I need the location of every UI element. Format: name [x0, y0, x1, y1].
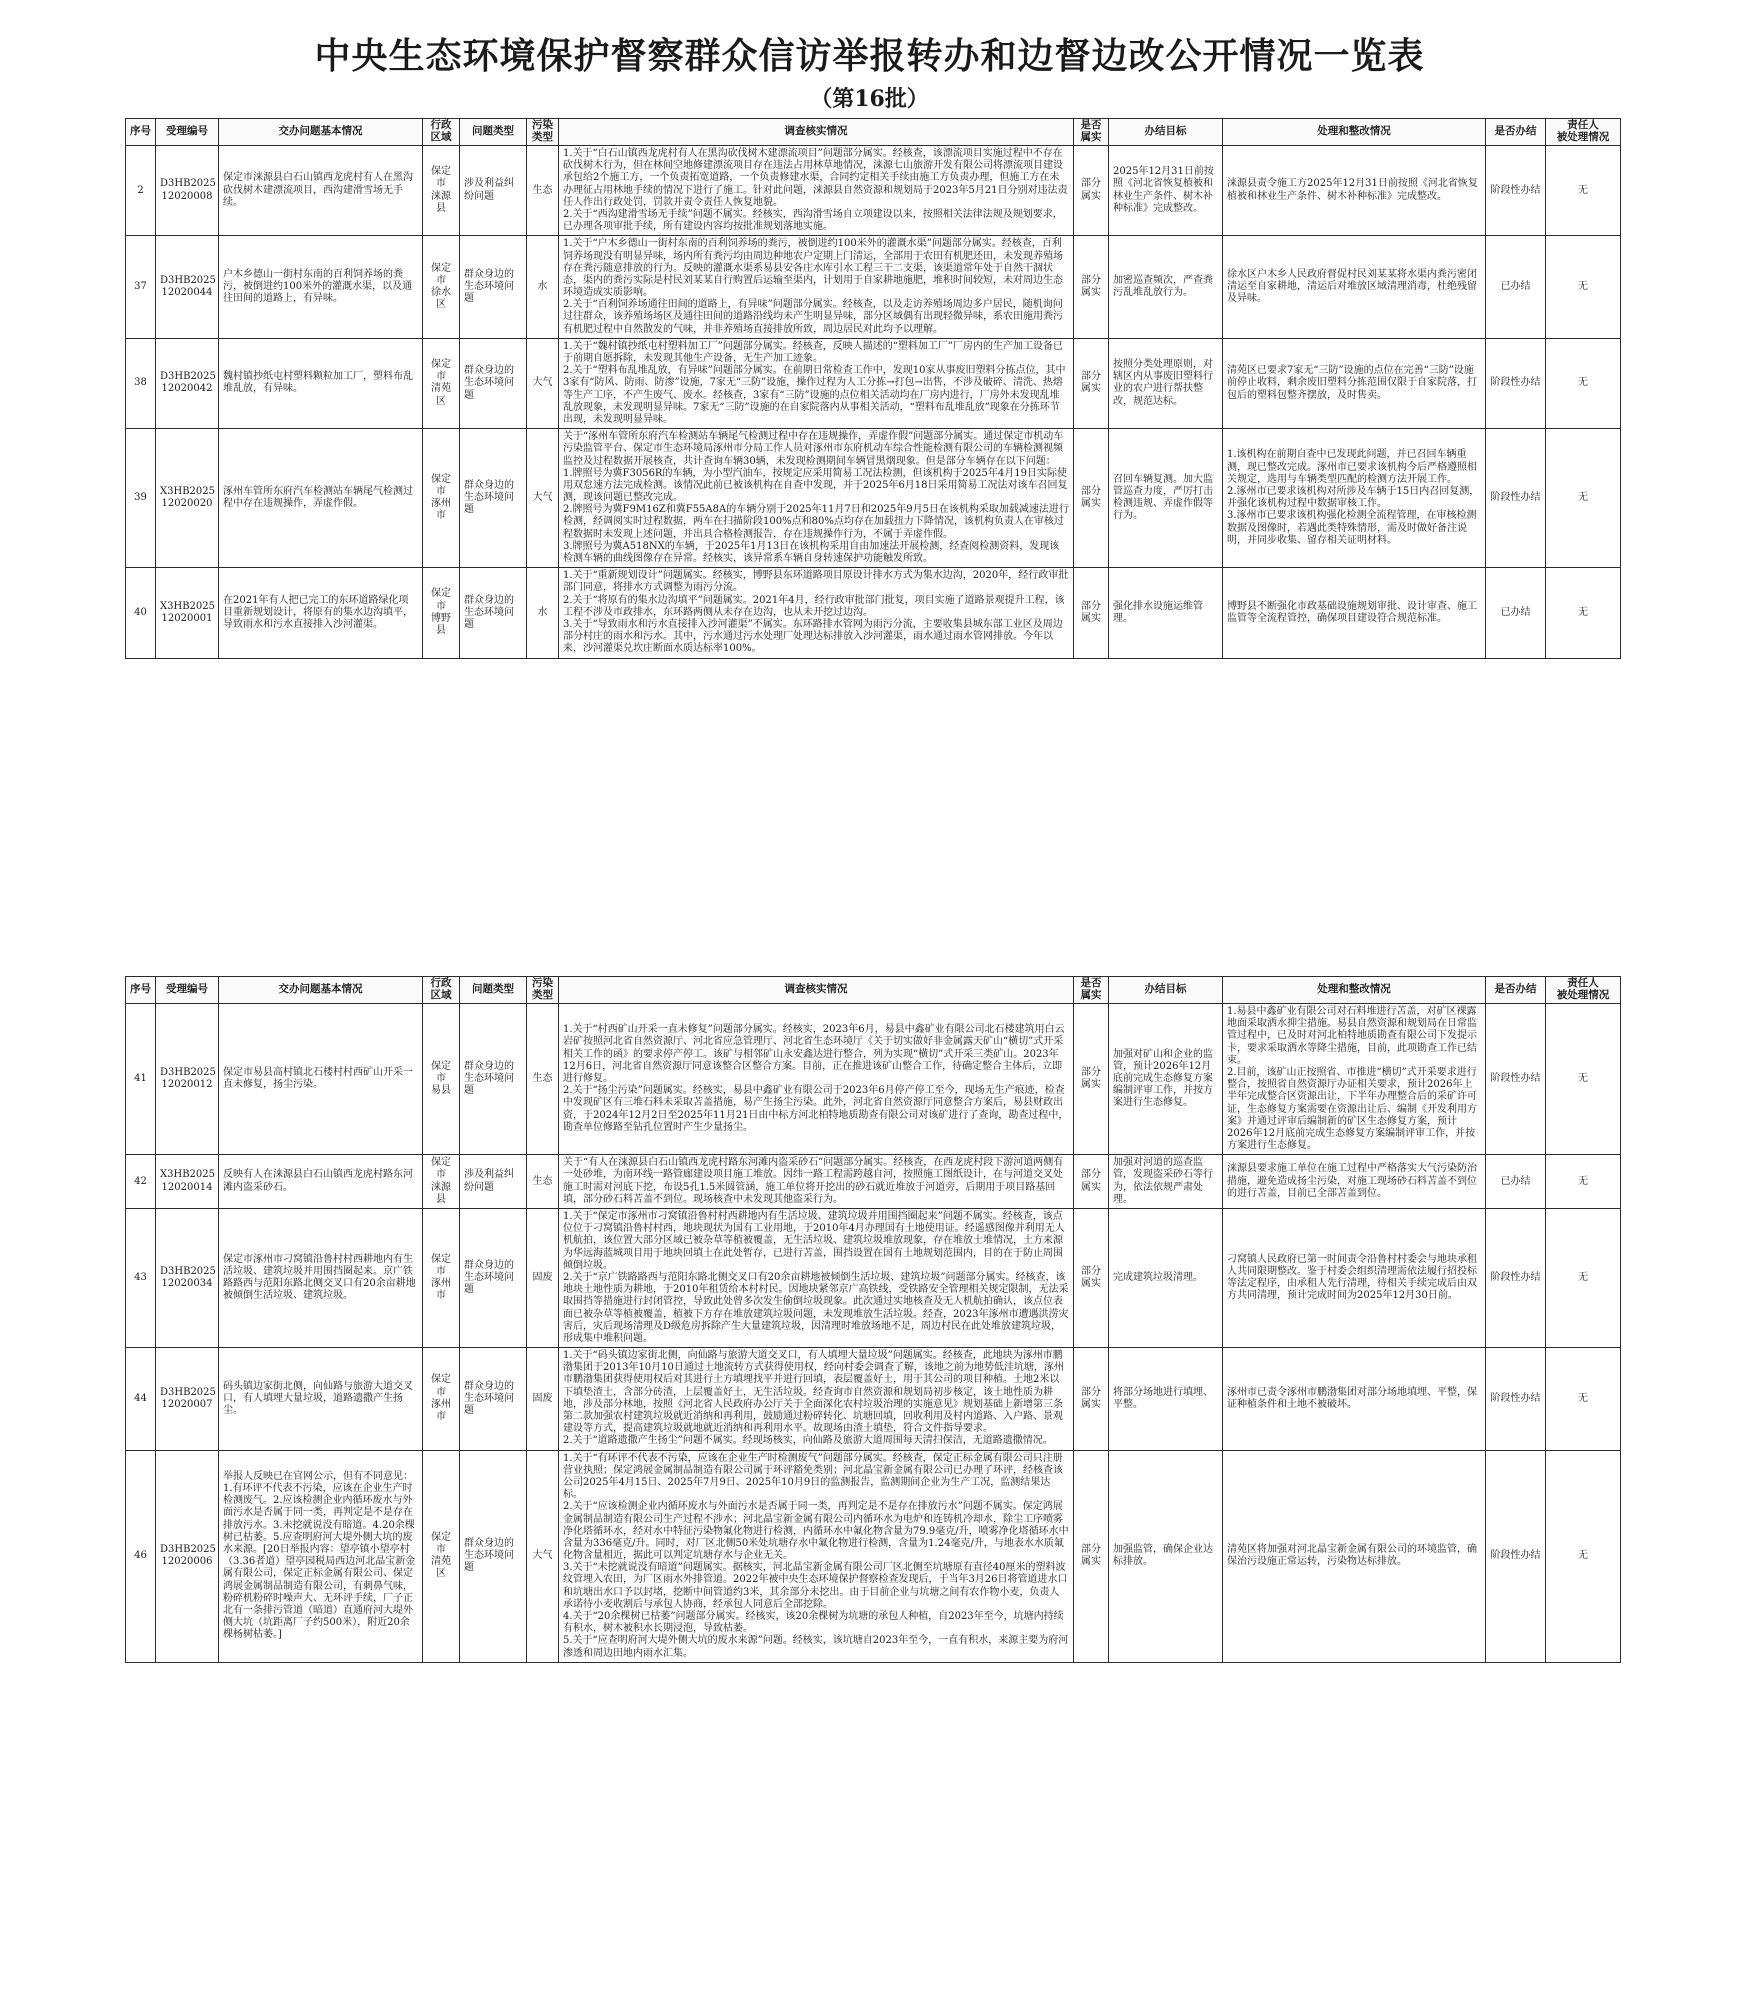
- table-row: [126, 146, 1621, 236]
- issue-type-cell: 群众身边的生态环境问题: [460, 338, 527, 428]
- case-id-cell: D3HB2025 12020008: [156, 146, 219, 236]
- issue-summary-cell: 保定市涞源县白石山镇西龙虎村有人在黑沟砍伐树木建漂流项目，西沟建滑雪场无手续。: [219, 146, 423, 236]
- report-table-1: [125, 118, 1621, 659]
- completion-status-cell: 阶段性办结: [1486, 1348, 1546, 1451]
- verified-status-cell: 部分 属实: [1074, 338, 1109, 428]
- investigation-details-cell: 1.关于“保定市涿州市刁窝镇沿鲁村村西耕地内有生活垃圾、建筑垃圾并用围挡圈起来”问题不属实。经核查，该点位位于刁窝镇沿鲁村村西，地块现状为国有工业用地，于2010年4月办理国有土地使用证。经遥感图像并利用无人机航拍，该位置大部分区域已被杂草等植被覆盖，无生活垃圾、建筑垃圾堆放现象，存在堆放土堆情况，土方来源为华远海蓝城项目用于地块回填土在此处暂存，已进行苫盖，围挡设置在国有土地规划范围内，目的在于防止周围倾倒垃圾。 2.关于“京广铁路路西与范阳东路北侧交叉口有20余亩耕地被倾倒生活垃圾、建筑垃圾”问题部分属实。经核查，该地块土地性质为耕地，于2010年租赁给本村村民。因地块紧邻京广高铁线，受铁路安全管理相关规定限制，无法采取围挡等措施进行封闭管控，导致此处曾多次发生偷倒垃圾现象。此次通过实地核查及无人机航拍确认，该点位表面已被杂草等植被覆盖，植被下方存在堆放建筑垃圾问题，未发现堆放生活垃圾。经查，2023年涿州市遭遇洪涝灾害后，灾后现场清理及D级危房拆除产生大量建筑垃圾，因清理时堆放场地不足，周边村民在此处堆放建筑垃圾，形成集中堆积问题。: [559, 1209, 1074, 1348]
- col-header: 是否办结: [1486, 119, 1546, 146]
- table-header-row: [126, 977, 1621, 1004]
- region-cell: 保定市 涞源县: [423, 1155, 460, 1209]
- investigation-details-cell: 1.关于“码头镇边家街北侧，向仙路与旅游大道交叉口，有人填埋大量垃圾”问题属实。经核查，此地块为涿州市鹏渤集团于2013年10月10日通过土地流转方式获得使用权，经向村委会调查了解，该地之前为地势低洼坑塘，涿州市鹏渤集团获得使用权后对其进行土方填埋找平并进行回填，表层覆盖好土，用于其公司的项目种植。土地2米以下填垫渣土，含部分砖渣，上层覆盖好土，无生活垃圾。经查询市自然资源和规划局初步核定，该土地性质为耕地，涉及部分林地，按照《河北省人民政府办公厅关于全面深化农村垃圾治理的实施意见》规划基础上新增第三条第二款加强农村建筑垃圾就近消纳和再利用，鼓励通过粉碎转化、坑塘回填，回收利用及村内道路、入户路、景观建设等方式，提高建筑垃圾就地就近消纳和再利用水平。故现场由渣土填垫，符合文件指导要求。 2.关于“道路遗撒产生扬尘”问题不属实。经现场核实，向仙路及旅游大道周围每天清扫保洁，无道路遗撒情况。: [559, 1348, 1074, 1451]
- completion-goal-cell: 加强对河道的巡查监管，发现盗采砂石等行为，依法依规严肃处理。: [1109, 1155, 1223, 1209]
- issue-type-cell: 群众身边的生态环境问题: [460, 1209, 527, 1348]
- pollution-type-cell: 生态: [527, 146, 559, 236]
- table-row: [126, 1450, 1621, 1662]
- issue-summary-cell: 涿州车管所东府汽车检测站车辆尾气检测过程中存在违规操作，弄虚作假。: [219, 429, 423, 568]
- rectification-actions-cell: 清苑区已要求7家无“三防”设施的点位在完善“三防”设施前停止收料，剩余废旧塑料分拣范围仅限于自家院落，打包后的塑料包整齐摆放，及时售卖。: [1223, 338, 1486, 428]
- row-number-cell: 37: [126, 236, 156, 339]
- rectification-actions-cell: 徐水区户木乡人民政府督促村民刘某某将水渠内粪污密闭清运至自家耕地，清运后对堆放区域清理消毒，杜绝残留及异味。: [1223, 236, 1486, 339]
- verified-status-cell: 部分 属实: [1074, 568, 1109, 658]
- accountability-cell: 无: [1546, 1004, 1621, 1155]
- table-row: [126, 1348, 1621, 1451]
- row-number-cell: 41: [126, 1004, 156, 1155]
- pollution-type-cell: 生态: [527, 1004, 559, 1155]
- completion-status-cell: 阶段性办结: [1486, 1004, 1546, 1155]
- case-id-cell: D3HB2025 12020044: [156, 236, 219, 339]
- case-id-cell: D3HB2025 12020012: [156, 1004, 219, 1155]
- col-header: 行政 区域: [423, 977, 460, 1004]
- col-header: 处理和整改情况: [1223, 119, 1486, 146]
- col-header: 问题类型: [460, 977, 527, 1004]
- verified-status-cell: 部分 属实: [1074, 146, 1109, 236]
- pollution-type-cell: 固废: [527, 1348, 559, 1451]
- completion-goal-cell: 加密巡查频次，严查粪污乱堆乱放行为。: [1109, 236, 1223, 339]
- issue-summary-cell: 魏村镇抄纸屯村塑料颗粒加工厂，塑料布乱堆乱放，有异味。: [219, 338, 423, 428]
- rectification-actions-cell: 涞源县责令施工方2025年12月31日前按照《河北省恢复植被和林业生产条件、树木补种标准》完成整改。: [1223, 146, 1486, 236]
- completion-goal-cell: 完成建筑垃圾清理。: [1109, 1209, 1223, 1348]
- col-header: 受理编号: [156, 119, 219, 146]
- col-header: 调查核实情况: [559, 119, 1074, 146]
- row-number-cell: 2: [126, 146, 156, 236]
- case-id-cell: X3HB2025 12020001: [156, 568, 219, 658]
- accountability-cell: 无: [1546, 146, 1621, 236]
- case-id-cell: X3HB2025 12020020: [156, 429, 219, 568]
- completion-status-cell: 已办结: [1486, 236, 1546, 339]
- region-cell: 保定市 清苑区: [423, 338, 460, 428]
- pollution-type-cell: 水: [527, 236, 559, 339]
- rectification-actions-cell: 清苑区将加强对河北晶宝新金属有限公司的环境监管，确保治污设施正常运转，污染物达标排放。: [1223, 1450, 1486, 1662]
- report-table-2: [125, 976, 1621, 1663]
- issue-type-cell: 涉及利益纠纷问题: [460, 1155, 527, 1209]
- completion-goal-cell: 加强监管，确保企业达标排放。: [1109, 1450, 1223, 1662]
- pollution-type-cell: 水: [527, 568, 559, 658]
- completion-goal-cell: 将部分场地进行填埋、平整。: [1109, 1348, 1223, 1451]
- completion-status-cell: 阶段性办结: [1486, 146, 1546, 236]
- issue-type-cell: 群众身边的生态环境问题: [460, 429, 527, 568]
- col-header: 受理编号: [156, 977, 219, 1004]
- col-header: 污染 类型: [527, 977, 559, 1004]
- accountability-cell: 无: [1546, 236, 1621, 339]
- col-header: 序号: [126, 977, 156, 1004]
- completion-goal-cell: 加强对矿山和企业的监管，预计2026年12月底前完成生态修复方案编制评审工作，并按方案进行生态修复。: [1109, 1004, 1223, 1155]
- accountability-cell: 无: [1546, 1450, 1621, 1662]
- verified-status-cell: 部分 属实: [1074, 429, 1109, 568]
- row-number-cell: 40: [126, 568, 156, 658]
- completion-goal-cell: 按照分类处理原则，对辖区内从事废旧塑料行业的农户进行帮扶整改，规范达标。: [1109, 338, 1223, 428]
- investigation-details-cell: 1.关于“有环评不代表不污染，应该在企业生产时检测废气”问题部分属实。经核查，保定正标金属有限公司只注册营业执照；保定鸿展金属制品制造有限公司属于环评豁免类别；河北晶宝新金属有限公司已办理了环评，经核查该公司2025年4月15日、2025年7月9日、2025年10月9日的监测报告，监测期间企业为生产工况，监测结果达标。 2.关于“应该检测企业内循环废水与外面污水是否属于同一类，再判定是不是存在排放污水”问题不属实。保定鸿展金属制品制造有限公司生产过程不涉水；河北晶宝新金属有限公司内循环水为电炉和连铸机冷却水，除尘工序喷雾净化塔循环水，经对水中特征污染物氟化物进行检测，内循环水中氟化物含量为79.9毫克/升，喷雾净化塔循环水中含量为336毫克/升。同时，对厂区北侧50米处坑塘存水中氟化物进行检测，含量为1.24毫克/升，与地表水水质氟化物含量相近，据此可以判定坑塘存水与企业无关。 3.关于“未挖就说没有暗道”问题属实。据核实，河北晶宝新金属有限公司厂区北侧至坑塘原有直径40厘米的塑料波纹管埋入农田，为厂区雨水外排管道。2022年被中央生态环境保护督察检查发现后，于当年3月26日将管道进水口和坑塘出水口予以封堵，挖断中间管道约3米，其余部分未挖出。由于目前企业与坑塘之间有农作物小麦，负责人承诺待小麦收割后与承包人协商，经承包人同意后全部挖除。 4.关于“20余棵树已枯萎”问题部分属实。经核实，该20余棵树为坑塘的承包人种植，自2023年至今，坑塘内持续有积水，树木被积水长期浸泡，导致枯萎。 5.关于“应查明府河大堤外侧大坑的废水来源”问题。经核实，该坑塘自2023年至今，一直有积水，来源主要为府河渗透和周边田地内雨水汇集。: [559, 1450, 1074, 1662]
- row-number-cell: 39: [126, 429, 156, 568]
- accountability-cell: 无: [1546, 568, 1621, 658]
- completion-goal-cell: 强化排水设施运维管理。: [1109, 568, 1223, 658]
- row-number-cell: 38: [126, 338, 156, 428]
- region-cell: 保定市 涿州市: [423, 429, 460, 568]
- table-row: [126, 236, 1621, 339]
- completion-status-cell: 阶段性办结: [1486, 1450, 1546, 1662]
- issue-type-cell: 涉及利益纠纷问题: [460, 146, 527, 236]
- issue-type-cell: 群众身边的生态环境问题: [460, 236, 527, 339]
- case-id-cell: D3HB2025 12020006: [156, 1450, 219, 1662]
- verified-status-cell: 部分 属实: [1074, 1155, 1109, 1209]
- issue-summary-cell: 户木乡德山一街村东南的百利饲养场的粪污，被倒进约100米外的灌溉水渠，以及通往田间的道路上，有异味。: [219, 236, 423, 339]
- rectification-actions-cell: 1.该机构在前期自查中已发现此问题，并已召回车辆重测，现已整改完成。涿州市已要求该机构今后严格遵照相关规定，选用与车辆类型匹配的检测方法开展工作。 2.涿州市已要求该机构对所涉及车辆于15日内召回复测，并强化该机构过程中数据审核工作。 3.涿州市已要求该机构强化检测全流程管理，在审核检测数据及图像时，若遇此类特殊情形，需及时做好备注说明，并同步收集、留存相关证明材料。: [1223, 429, 1486, 568]
- pollution-type-cell: 大气: [527, 1450, 559, 1662]
- completion-status-cell: 已办结: [1486, 568, 1546, 658]
- col-header: 交办问题基本情况: [219, 977, 423, 1004]
- region-cell: 保定市 易县: [423, 1004, 460, 1155]
- pollution-type-cell: 生态: [527, 1155, 559, 1209]
- issue-summary-cell: 反映有人在涞源县白石山镇西龙虎村路东河滩内盗采砂石。: [219, 1155, 423, 1209]
- page-title: 中央生态环境保护督察群众信访举报转办和边督边改公开情况一览表: [314, 35, 1425, 77]
- accountability-cell: 无: [1546, 1209, 1621, 1348]
- issue-type-cell: 群众身边的生态环境问题: [460, 568, 527, 658]
- region-cell: 保定市 博野县: [423, 568, 460, 658]
- accountability-cell: 无: [1546, 338, 1621, 428]
- row-number-cell: 44: [126, 1348, 156, 1451]
- case-id-cell: D3HB2025 12020007: [156, 1348, 219, 1451]
- rectification-actions-cell: 涿州市已责令涿州市鹏渤集团对部分场地填埋、平整，保证种植条件和土地不被破坏。: [1223, 1348, 1486, 1451]
- issue-summary-cell: 保定市易县高村镇北石楼村村西矿山开采一直未修复，扬尘污染。: [219, 1004, 423, 1155]
- completion-status-cell: 阶段性办结: [1486, 429, 1546, 568]
- table-row: [126, 1155, 1621, 1209]
- investigation-details-cell: 1.关于“白石山镇西龙虎村有人在黑沟砍伐树木建漂流项目”问题部分属实。经核查，该漂流项目实施过程中不存在砍伐树木行为，但在林间空地修建漂流项目存在违法占用林草地情况，涞源七山旅游开发有限公司将漂流项目建设承包给2个施工方，一个负责拓宽道路，一个负责修建水渠，合同约定相关手续由施工方负责办理，但施工方在未办理征占用林地手续的情况下进行了施工。针对此问题，涞源县自然资源和规划局于2023年5月21日分别对违法责任人作出行政处罚，罚款并责令责任人恢复地貌。 2.关于“西沟建滑雪场无手续”问题不属实。经核实，西沟滑雪场自立项建设以来，按照相关法律法规及规划要求，已办理各项审批手续，所有建设内容均按批准规划落地实施。: [559, 146, 1074, 236]
- investigation-details-cell: 关于“有人在涞源县白石山镇西龙虎村路东河滩内盗采砂石”问题部分属实。经核查，在西龙虎村段下游河道两侧有一处砂堆，为南环线一路管廊建设项目施工堆放。因纬一路工程需跨越自河，按照施工图纸设计，在与河道交叉处施工时需对河底下挖，布设5孔1.5米圆管涵，施工单位将开挖出的砂石就近堆放于河道旁，后期用于项目路基回填，部分砂石料苫盖不到位。现场核查中未发现其他盗采行为。: [559, 1155, 1074, 1209]
- issue-type-cell: 群众身边的生态环境问题: [460, 1004, 527, 1155]
- completion-status-cell: 阶段性办结: [1486, 1209, 1546, 1348]
- accountability-cell: 无: [1546, 1348, 1621, 1451]
- verified-status-cell: 部分 属实: [1074, 1209, 1109, 1348]
- row-number-cell: 43: [126, 1209, 156, 1348]
- case-id-cell: X3HB2025 12020014: [156, 1155, 219, 1209]
- issue-summary-cell: 举报人反映已在官网公示，但有不同意见：1.有环评不代表不污染，应该在企业生产时检测废气。2.应该检测企业内循环废水与外面污水是否属于同一类，再判定是不是存在排放污水。3.未挖就说没有暗道。4.20余棵树已枯萎。5.应查明府河大堤外侧大坑的废水来源。[20日举报内容：望亭镇小望亭村（3.36者道）望亭园税局西边河北晶宝新金属有限公司，保定正标金属有限公司、保定鸿展金属制品制造有限公司，有刺鼻气味，粉碎机粉碎时噪声大、无环评手续，厂子正北有一条排污管道（暗道）直通府河大堤外侧大坑（坑距离厂子约500米），附近20余棵杨树枯萎。]: [219, 1450, 423, 1662]
- table-row: [126, 338, 1621, 428]
- completion-goal-cell: 召回车辆复测。加大监管巡查力度，严厉打击检测违规、弄虚作假等行为。: [1109, 429, 1223, 568]
- region-cell: 保定市 清苑区: [423, 1450, 460, 1662]
- col-header: 处理和整改情况: [1223, 977, 1486, 1004]
- verified-status-cell: 部分 属实: [1074, 1348, 1109, 1451]
- pollution-type-cell: 大气: [527, 429, 559, 568]
- table-row: [126, 568, 1621, 658]
- col-header: 办结目标: [1109, 119, 1223, 146]
- col-header: 是否办结: [1486, 977, 1546, 1004]
- verified-status-cell: 部分 属实: [1074, 1450, 1109, 1662]
- region-cell: 保定市 涿州市: [423, 1209, 460, 1348]
- case-id-cell: D3HB2025 12020042: [156, 338, 219, 428]
- case-id-cell: D3HB2025 12020034: [156, 1209, 219, 1348]
- page-subtitle: （第16批）: [810, 86, 929, 112]
- issue-type-cell: 群众身边的生态环境问题: [460, 1450, 527, 1662]
- table-row: [126, 429, 1621, 568]
- col-header: 交办问题基本情况: [219, 119, 423, 146]
- completion-goal-cell: 2025年12月31日前按照《河北省恢复植被和林业生产条件、树木补种标准》完成整改。: [1109, 146, 1223, 236]
- verified-status-cell: 部分 属实: [1074, 1004, 1109, 1155]
- col-header: 是否 属实: [1074, 119, 1109, 146]
- rectification-actions-cell: 刁窝镇人民政府已第一时间责令沿鲁村村委会与地块承租人共同限期整改。鉴于村委会组织清理需依法履行招投标等法定程序，由承租人先行清理，待相关手续完成后由双方共同清理，预计完成时间为2025年12月30日前。: [1223, 1209, 1486, 1348]
- col-header: 序号: [126, 119, 156, 146]
- col-header: 责任人 被处理情况: [1546, 119, 1621, 146]
- issue-summary-cell: 保定市涿州市刁窝镇沿鲁村村西耕地内有生活垃圾、建筑垃圾并用围挡圈起来。京广铁路路西与范阳东路北侧交叉口有20余亩耕地被倾倒生活垃圾、建筑垃圾。: [219, 1209, 423, 1348]
- investigation-details-cell: 1.关于“重新规划设计”问题属实。经核实，博野县东环道路项目原设计排水方式为集水边沟，2020年，经行政审批部门同意，将排水方式调整为雨污分流。 2.关于“将原有的集水边沟填平”问题属实。2021年4月，经行政审批部门批复，项目实施了道路景观提升工程，该工程不涉及市政排水，东环路两侧从未存在边沟，也从未开挖过边沟。 3.关于“导致雨水和污水直接排入沙河灌渠”不属实。东环路排水管网为雨污分流，主要收集县城东部工业区及周边部分村庄的雨水和污水。其中，污水通过污水处理厂处理达标排放入沙河灌渠，雨水通过雨水管网排放。今年以来，沙河灌渠兑坎庄断面水质达标率100%。: [559, 568, 1074, 658]
- col-header: 调查核实情况: [559, 977, 1074, 1004]
- table-row: [126, 1209, 1621, 1348]
- row-number-cell: 46: [126, 1450, 156, 1662]
- region-cell: 保定市 涞源县: [423, 146, 460, 236]
- rectification-actions-cell: 涞源县要求施工单位在施工过程中严格落实大气污染防治措施，避免造成扬尘污染，对施工现场砂石料苫盖不到位的进行苫盖，目前已全部苫盖到位。: [1223, 1155, 1486, 1209]
- table-header-row: [126, 119, 1621, 146]
- investigation-details-cell: 1.关于“村西矿山开采一直未修复”问题部分属实。经核实，2023年6月，易县中鑫矿业有限公司北石楼建筑用白云岩矿按照河北省自然资源厅、河北省应急管理厅、河北省生态环境厅《关于切实做好非金属露天矿山“横切”式开采相关工作的函》的要求停产停工。该矿与相邻矿山永安鑫达进行整合，列为实现“横切”式开采三类矿山。2023年12月6日，河北省自然资源厅同意该整合区整合方案。目前，正在推进该矿山整合工作，待确定整合主体后，立即进行修复。 2.关于“扬尘污染”问题属实。经核实，易县中鑫矿业有限公司于2023年6月停产停工至今，现场无生产痕迹，检查中发现矿区有三堆石料未采取苫盖措施，易产生扬尘污染。此外，河北省自然资源厅同意整合方案后，易县财政出资，于2024年12月2日至2025年11月21日由中标方河北柏特地质勘查有限公司对该矿进行了查询，勘查过程中，勘查单位修路至钻孔位置时产生少量扬尘。: [559, 1004, 1074, 1155]
- rectification-actions-cell: 1.易县中鑫矿业有限公司对石料堆进行苫盖，对矿区裸露地面采取洒水抑尘措施。易县自然资源和规划局在日常监管过程中，已及时对河北柏特地质勘查有限公司下发提示卡，要求采取洒水等降尘措施，目前，此项勘查工作已结束。 2.目前，该矿山正按照省、市推进“横切”式开采要求进行整合，按照省自然资源厅办证相关要求，预计2026年上半年完成整合区资源出让，下半年办理整合后的采矿许可证，生态修复方案需要在资源出让后、编制《开发利用方案》并通过评审后编制新的矿区生态修复方案，预计2026年12月底前完成生态修复方案编制评审工作，并按方案进行生态修复。: [1223, 1004, 1486, 1155]
- pollution-type-cell: 大气: [527, 338, 559, 428]
- investigation-details-cell: 1.关于“户木乡德山一街村东南的百利饲养场的粪污，被倒进约100米外的灌溉水渠”问题部分属实。经核查，百利饲养场现没有明显异味，场内所有粪污均由周边种地农户定期上门清运，全部用于农田有机肥还田，未发现养殖场存在粪污随意排放的行为。反映的灌溉水渠系易县安各庄水库引水工程三干二支渠，该渠道常年处于自然干涸状态，渠内的粪污实际是村民刘某某自行购置后运输至渠内，计划用于自家耕地施肥，堆积时间较短，未对周边生态环境造成实质影响。 2.关于“百利饲养场通往田间的道路上，有异味”问题部分属实。经核查，以及走访养殖场周边多户居民，随机询问过往群众，该养殖场场区及通往田间的道路沿线均未产生明显异味，部分区域偶有出现轻微异味，系农田施用粪污有机肥过程中自然散发的气味，并非养殖场直接排放所致，周边居民对此均予以理解。: [559, 236, 1074, 339]
- col-header: 责任人 被处理情况: [1546, 977, 1621, 1004]
- investigation-details-cell: 1.关于“魏村镇抄纸屯村塑料加工厂”问题部分属实。经核查，反映人描述的“塑料加工厂”厂房内的生产加工设备已于前期自愿拆除，未发现其他生产设备，无生产加工迹象。 2.关于“塑料布乱堆乱放，有异味”问题部分属实。在前期日常检查工作中，发现10家从事废旧塑料分拣点位，其中3家有“防风、防雨、防渗”设施，7家无“三防”设施，操作过程为人工分拣→打包→出售，不涉及破碎、清洗、热熔等生产工序，不产生废气、废水。经核查，3家有“三防”设施的点位相关活动均在厂房内进行，厂房外未发现乱堆乱放现象，未发现明显异味。7家无“三防”设施的在自家院落内从事相关活动，“塑料布乱堆乱放”现象在分拣环节出现，未发现明显异味。: [559, 338, 1074, 428]
- pollution-type-cell: 固废: [527, 1209, 559, 1348]
- completion-status-cell: 已办结: [1486, 1155, 1546, 1209]
- issue-summary-cell: 码头镇边家街北侧，向仙路与旅游大道交叉口，有人填埋大量垃圾，道路遗撒产生扬尘。: [219, 1348, 423, 1451]
- col-header: 污染 类型: [527, 119, 559, 146]
- accountability-cell: 无: [1546, 429, 1621, 568]
- table-row: [126, 1004, 1621, 1155]
- completion-status-cell: 阶段性办结: [1486, 338, 1546, 428]
- col-header: 问题类型: [460, 119, 527, 146]
- verified-status-cell: 部分 属实: [1074, 236, 1109, 339]
- accountability-cell: 无: [1546, 1155, 1621, 1209]
- issue-summary-cell: 在2021年有人把已完工的东环道路绿化项目重新规划设计，将原有的集水边沟填平，导致雨水和污水直接排入沙河灌渠。: [219, 568, 423, 658]
- row-number-cell: 42: [126, 1155, 156, 1209]
- col-header: 行政 区域: [423, 119, 460, 146]
- col-header: 办结目标: [1109, 977, 1223, 1004]
- region-cell: 保定市 徐水区: [423, 236, 460, 339]
- col-header: 是否 属实: [1074, 977, 1109, 1004]
- region-cell: 保定市 涿州市: [423, 1348, 460, 1451]
- investigation-details-cell: 关于“涿州车管所东府汽车检测站车辆尾气检测过程中存在违规操作，弄虚作假”问题部分属实。通过保定市机动车污染监管平台、保定市生态环境局涿州市分局工作人员对涿州市东府机动车综合性能检测有限公司的车辆检测视频监控及过程数据开展核查，共计查询车辆30辆，未发现检测期间车辆冒黑烟现象。但是部分车辆存在以下问题： 1.牌照号为冀F3056R的车辆，为小型汽油车，按规定应采用简易工况法检测，但该机构于2025年4月19日实际使用双怠速方法完成检测。该情况此前已被该机构在自查中发现，并于2025年6月18日采用简易工况法对该车召回复测，现该问题已整改完成。 2.牌照号为冀F9M16Z和冀F55A8A的车辆分别于2025年11月7日和2025年9月5日在该机构采取加载减速法进行检测，经调阅实时过程数据，两车在扫描阶段100%点和80%点均存在加载扭力下降情况，该机构负责人在审核过程数据时未发现上述问题，并出具合格检测报告，存在违规操作行为，不属于弄虚作假。 3.牌照号为冀A518NX的车辆，于2025年1月13日在该机构采用自由加速法开展检测，经查阅检测资料，发现该检测车辆的曲线图像存在异常。经核实，该异常系车辆自身转速保护功能触发所致。: [559, 429, 1074, 568]
- issue-type-cell: 群众身边的生态环境问题: [460, 1348, 527, 1451]
- rectification-actions-cell: 博野县不断强化市政基础设施规划审批、设计审查、施工监管等全流程管控，确保项目建设符合规范标准。: [1223, 568, 1486, 658]
